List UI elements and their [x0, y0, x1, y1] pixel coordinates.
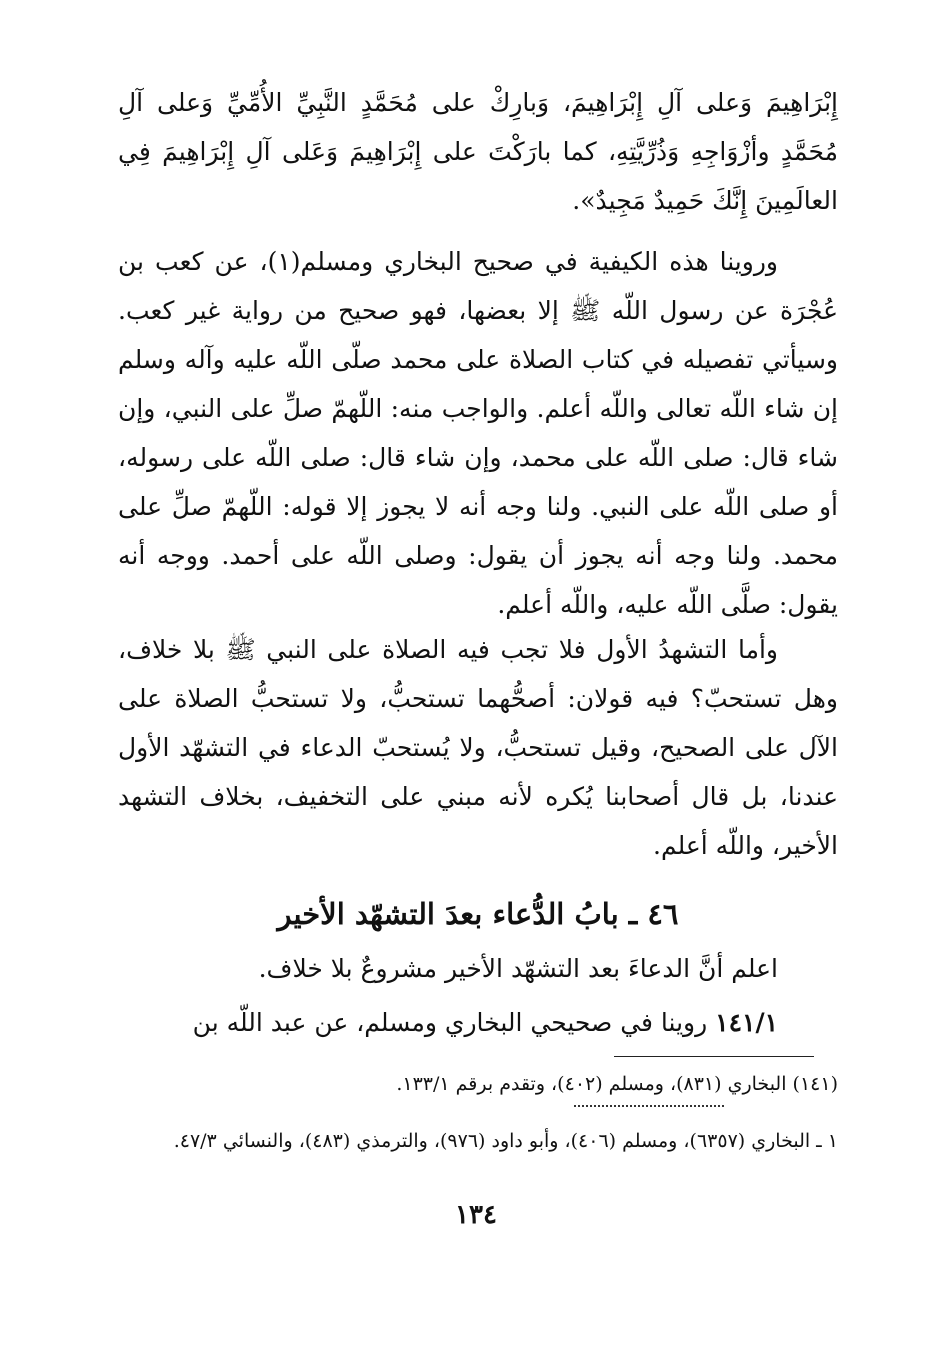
hadith-number: ١٤١/١ [715, 1008, 778, 1037]
page-number: ١٣٤ [455, 1200, 497, 1230]
dotted-separator [574, 1105, 724, 1107]
ilam-paragraph: اعلم أنَّ الدعاءَ بعد التشهّد الأخير مشروعٌ بلا خلاف. [258, 954, 778, 983]
hadith-text: روينا في صحيحي البخاري ومسلم، عن عبد اللّه بن [192, 1008, 708, 1037]
riwaya-paragraph: وروينا هذه الكيفية في صحيح البخاري ومسلم(١)، عن كعب بن عُجْرَة عن رسول اللّه ﷺ إلا بعضها، فهو صحيح من رواية غير كعب. وسيأتي تفصيله في كتاب الصلاة على محمد صلّى اللّه عليه وآله وسلم إن شاء اللّه تعالى واللّه أعلم. والواجب منه: اللّهمّ صلِّ على النبي، وإن شاء قال: صلى اللّه على محمد، وإن شاء قال: صلى اللّه على رسوله، أو صلى اللّه على النبي. ولنا وجه أنه لا يجوز إلا قوله: اللّهمّ صلِّ على محمد. ولنا وجه أنه يجوز أن يقول: وصلى اللّه على أحمد. ووجه أنه يقول: صلَّى اللّه عليه، واللّه أعلم. [118, 247, 838, 619]
footnote-1: (١٤١) البخاري (٨٣١)، ومسلم (٤٠٢)، وتقدم برقم ١٣٣/١. [396, 1073, 838, 1095]
tashahhud-paragraph: وأما التشهدُ الأول فلا تجب فيه الصلاة على النبي ﷺ بلا خلاف، وهل تستحبّ؟ فيه قولان: أصحُّهما تستحبُّ، ولا تستحبُّ الصلاة على الآل على الصحيح، وقيل تستحبُّ، ولا يُستحبّ الدعاء في التشهّد الأول عندنا، بل قال أصحابنا يُكره لأنه مبني على التخفيف، بخلاف التشهد الأخير، واللّه أعلم. [118, 635, 838, 860]
chapter-heading: ٤٦ ـ بابُ الدُّعاء بعدَ التشهّد الأخير [277, 897, 679, 931]
intro-paragraph: إِبْرَاهِيمَ وَعلى آلِ إِبْرَاهِيمَ، وَبارِكْ على مُحَمَّدٍ النَّبِيِّ الأُمِّيِّ وَعلى آلِ مُحَمَّدٍ وأزْوَاجِهِ وَذُرِّيَّتِهِ، كما بارَكْتَ على إِبْرَاهِيمَ وَعَلى آلِ إِبْرَاهِيمَ فِي العالَمِينَ إِنَّكَ حَمِيدٌ مَجِيدٌ». [118, 88, 838, 215]
footnote-divider [614, 1056, 814, 1057]
footnote-2: ١ ـ البخاري (٦٣٥٧)، ومسلم (٤٠٦)، وأبو داود (٩٧٦)، والترمذي (٤٨٣)، والنسائي ٤٧/٣. [173, 1130, 838, 1152]
hadith-paragraph [118, 998, 838, 1047]
